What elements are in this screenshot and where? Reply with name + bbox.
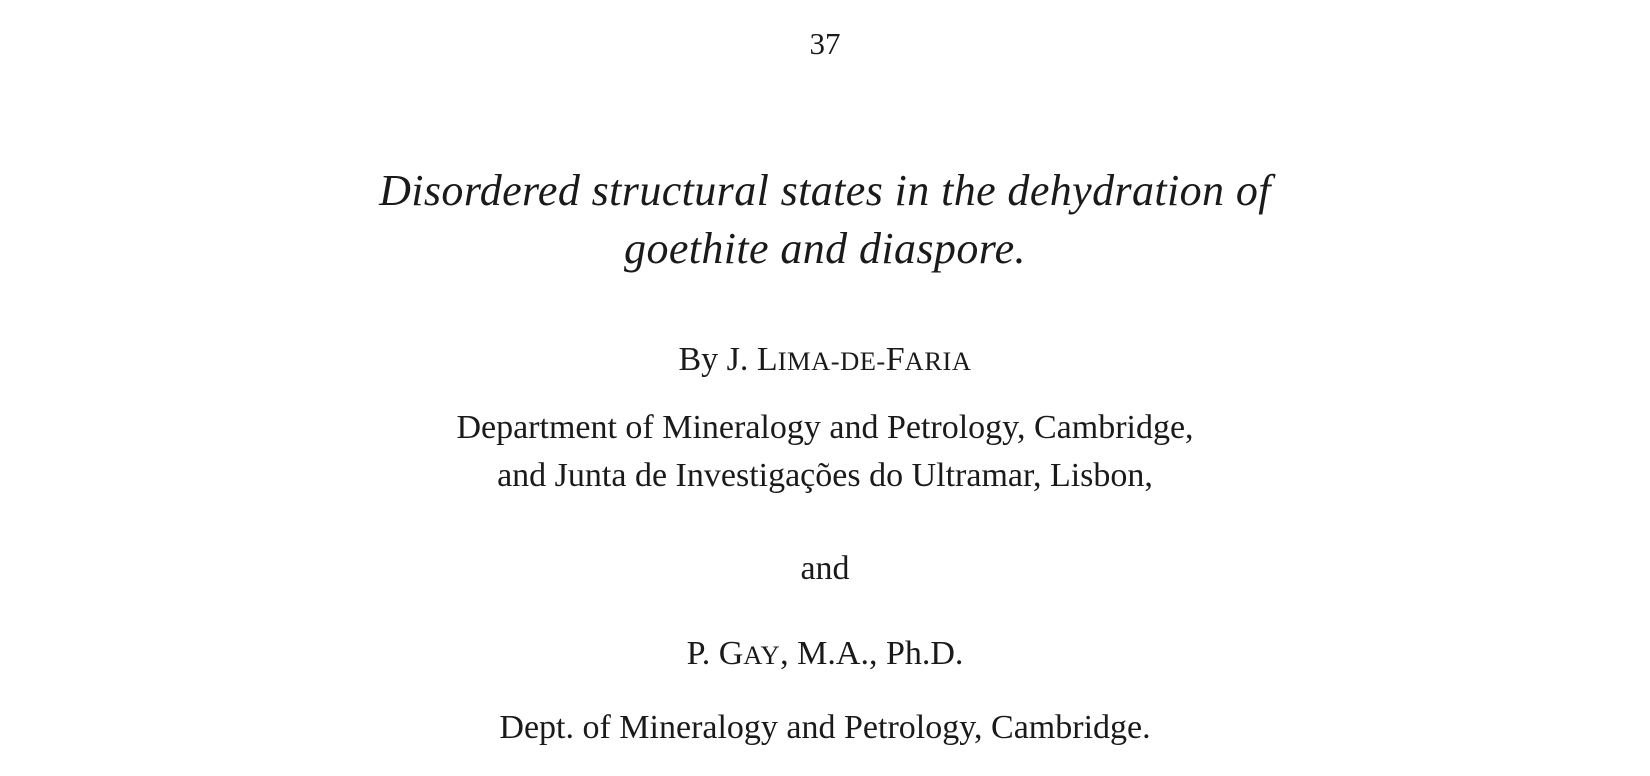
affiliation-1-line-2: and Junta de Investigações do Ultramar, Lisbon, xyxy=(497,457,1153,494)
affiliation-1 xyxy=(0,404,1650,500)
author-2-suffix: , M.A., Ph.D. xyxy=(780,635,964,672)
affiliation-1-line-1: Department of Mineralogy and Petrology, Cambridge, xyxy=(456,409,1194,446)
author-conjunction: and xyxy=(800,550,850,587)
author-2-name-part: G xyxy=(718,635,744,672)
author-2 xyxy=(0,632,1650,677)
author-1 xyxy=(0,338,1650,383)
author-1-name-part: F xyxy=(885,341,905,378)
paper-title xyxy=(0,162,1650,278)
author-1-name-part: ARIA xyxy=(904,346,972,376)
author-2-prefix: P. xyxy=(686,635,719,672)
title-line-1: Disordered structural states in the dehydration of xyxy=(379,166,1271,215)
page-number: 37 xyxy=(809,26,841,61)
author-2-name-part: AY xyxy=(743,640,781,670)
author-1-name-part: IMA-DE- xyxy=(777,346,886,376)
affiliation-2: Dept. of Mineralogy and Petrology, Cambridge. xyxy=(499,709,1151,746)
author-1-name-part: L xyxy=(756,341,778,378)
author-1-prefix: By J. xyxy=(678,341,757,378)
title-line-2: goethite and diaspore. xyxy=(624,224,1026,273)
